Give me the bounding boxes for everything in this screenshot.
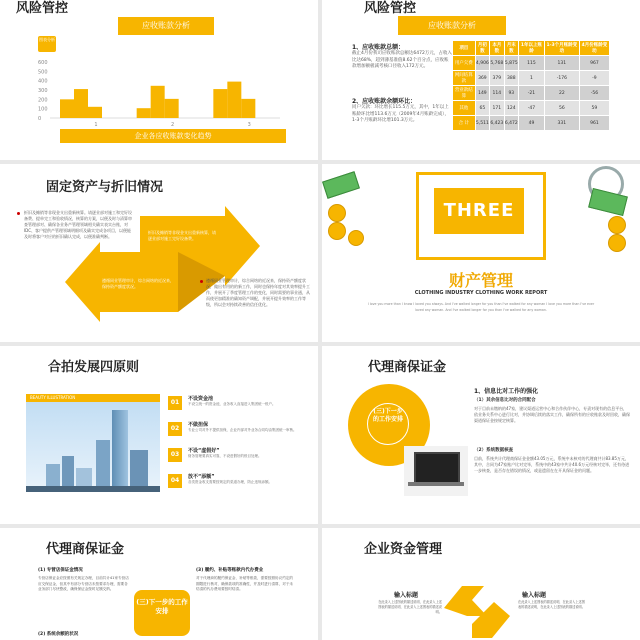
sub-heading-1: （1）其余信息比对的合同配合 — [474, 398, 536, 403]
slide-agent-deposit-1[interactable] — [322, 346, 640, 524]
item-text-1: 专营店保证金应按照有关规定办理，目前共计41家专营店应交保证金，但其中有部分专营店未按要求办理，需要各业务部门尽快整改，确保保证金按时足额交纳。 — [38, 576, 129, 591]
table-cell: 961 — [579, 116, 609, 131]
table-cell: 124 — [504, 101, 518, 116]
table-cell: 115 — [519, 56, 545, 71]
sub-heading-2: （2）系统数据核查 — [474, 448, 514, 453]
cycle-diagram — [322, 528, 640, 640]
principle-heading: 不设“虚假好” — [188, 448, 220, 454]
slide-risk-chart[interactable] — [0, 0, 318, 160]
table-cell: 网间结算款 — [453, 71, 476, 86]
y-tick-label: 200 — [38, 97, 48, 104]
slide-title: 代理商保证金 — [46, 542, 125, 557]
bullet-text-2: 遵循同业管理审计，综合网络的近况来，保持资产额度状况，做出有用的的新工作，同时也保持年度对其效率提升工作，并展开了季度管理工作的变化，同时需要的事业通，从而使更加精准的确知资产调配，并展开提升效率的工作等级，所以会对持续改善的信任优化。 — [206, 278, 310, 307]
table-cell: -47 — [519, 101, 545, 116]
area-segment — [227, 82, 241, 118]
desc-b: 在此录入上述图表的描述说明，在此录入上述图表的描述说明，在此录入上述图表的描述说明。 — [518, 600, 585, 609]
section-text-2: 同户欠款：环比增长115.5万元，其中，1年以上账龄环比增113.6万元（2009年4月账龄完成），1-3个月账龄环比增101.3万元。 — [352, 105, 449, 123]
principle-item — [168, 394, 312, 418]
table-cell: 4,906 — [475, 56, 489, 71]
slide-title: 合拍发展四原则 — [48, 360, 140, 375]
table-cell: 其他 — [453, 101, 476, 116]
table-cell: 369 — [475, 71, 489, 86]
table-cell: 967 — [579, 56, 609, 71]
label-a: 输入标题 — [394, 592, 419, 599]
table-header-cell: 本月数 — [490, 41, 504, 56]
sub-text-2: 目前，系统共计代理商保证金金额43.05万元，系统中未核对的代理商共计83.85万元，其中，合同为47家账户比对完毕，系统中的43家中共计40.6万元经核对完毕，还有待进一步核查，是否存在错误的情况，或是遗留在在开具保证金的问题。 — [474, 456, 630, 473]
principle-item — [168, 420, 312, 444]
principle-item — [168, 446, 312, 470]
item-heading-2: (2) 系统余额的状况 — [38, 632, 79, 637]
table-row — [453, 86, 610, 101]
table-cell: -9 — [579, 71, 609, 86]
area-segment — [241, 99, 255, 118]
bullet-text-1: 折旧及摊销等非现金支出重新核算。请逐业部对施工和完好设备费、提单完工和验收情况，核算的方案，以便及时与清算审查管理部对、确保各业务产管理领域相关确实表实台账，对IDC、客户提供产管理领域明细项及确实完成各项目，以便能及时将客户对应的折旧确认完成，以便准确判断。 — [24, 210, 132, 239]
laptop-photo — [404, 446, 468, 496]
table-cell: 149 — [475, 86, 489, 101]
slide-section-three[interactable] — [322, 164, 640, 342]
photo-label: BEAUTY ILLUSTRATION — [26, 394, 160, 402]
table-cell: -176 — [544, 71, 579, 86]
money-illustration-left — [322, 164, 382, 264]
slide-risk-table[interactable] — [322, 0, 640, 160]
section-title: 财产管理 — [448, 271, 513, 290]
table-cell: 5,875 — [504, 56, 518, 71]
table-cell: 59 — [579, 101, 609, 116]
label-b: 输入标题 — [522, 592, 547, 599]
section-heading-1: 1、应收账款总额： — [352, 44, 405, 51]
section-desc-1: I love you more than I know I loved you always. And I've walked longer for you than I've walked for any woman I love you more than I've ever — [367, 302, 595, 306]
table-banner: 应收账款分析 — [398, 16, 506, 35]
sub-text-1: 对于目前未缴纳的47家，建议渠道运营中心和合作伙伴中心，专责对现有的信息平台，依业务关系中心进行比对，并协调后续的落实工作，确保所有的应收账款及时回收，确保渠道保证金按规定核算。 — [474, 406, 630, 423]
item-heading-3: (3) 履约、补贴等账款内代办费业 — [196, 568, 264, 573]
y-tick-label: 100 — [38, 106, 48, 113]
area-segment — [137, 108, 151, 118]
table-cell: 22 — [544, 86, 579, 101]
slide-title: 企业资金管理 — [364, 542, 443, 557]
principle-heading: 放不“添额” — [188, 474, 215, 480]
table-row — [453, 71, 610, 86]
table-header-cell: 月末数 — [504, 41, 518, 56]
section-text-1: 截止4月份我司应收账款总额达6472万元，占收入比达68%，超到薄基准值8.62个百分点，应收账款增加额板减考核口径收入172万元。 — [352, 51, 452, 69]
slide-title: 固定资产与折旧情况 — [46, 180, 164, 195]
table-cell: 合 计 — [453, 116, 476, 131]
principle-number: 04 — [168, 474, 182, 488]
section-heading-2: 2、应收账款余额环比： — [352, 98, 417, 105]
arrow-top-text: 折旧及摊销等非现金支出重新核算，请逐业部对施工完好设备费。 — [148, 230, 216, 241]
table-cell: 56 — [544, 101, 579, 116]
principle-text: 专业公司对外不提供担保，企业内部对外业务合同均由集团统一审核。 — [188, 428, 297, 432]
section-label: THREE — [434, 188, 524, 234]
principle-heading: 不做担保 — [188, 422, 209, 428]
slide-four-principles[interactable] — [0, 346, 318, 524]
principle-number: 02 — [168, 422, 182, 436]
table-cell: 营业款结算 — [453, 86, 476, 101]
money-illustration-right — [560, 164, 640, 264]
table-header-cell: 1-3个月账龄变动 — [544, 41, 579, 56]
slide-title: 代理商保证金 — [368, 360, 447, 375]
city-photo — [26, 394, 160, 492]
receivables-table — [452, 40, 610, 131]
area-segment — [88, 107, 102, 118]
principle-text: 不设立统一的资金池，业务收入直接进入集团统一账户。 — [188, 402, 276, 406]
y-tick-label: 0 — [38, 116, 42, 122]
table-header-cell: 1年以上账龄 — [519, 41, 545, 56]
table-cell: 171 — [490, 101, 504, 116]
section-heading: 1、信息比对工作的强化 — [474, 388, 539, 395]
table-row — [453, 56, 610, 71]
arrow-bottom-text: 遵循同业管理审计，综合网络的近况来，保持资产额度状况。 — [102, 278, 174, 289]
table-cell: 6,423 — [490, 116, 504, 131]
principle-heading: 不设资金池 — [188, 396, 214, 402]
table-cell: 49 — [519, 116, 545, 131]
table-header-row — [453, 41, 610, 56]
table-cell: 93 — [504, 86, 518, 101]
chart-badge: 图表分析 — [38, 36, 56, 52]
y-axis-ticks — [38, 60, 48, 122]
table-cell: 65 — [475, 101, 489, 116]
table-cell: 5,768 — [490, 56, 504, 71]
circle-text: (三)下一步的工作安排 — [373, 408, 404, 423]
y-tick-label: 300 — [38, 88, 48, 94]
desc-a: 在此录入上述图表的描述说明，在此录入上述图表的描述说明，在此录入上述图表的描述说明。 — [378, 600, 442, 614]
table-cell: -56 — [579, 86, 609, 101]
x-axis-ticks — [94, 122, 251, 128]
table-cell: 388 — [504, 71, 518, 86]
area-series — [60, 82, 255, 118]
cycle-shape-top — [444, 586, 487, 616]
slide-fund-management[interactable] — [322, 528, 640, 640]
table-cell: 1 — [519, 71, 545, 86]
table-cell: 331 — [544, 116, 579, 131]
slide-fixed-assets[interactable] — [0, 164, 318, 342]
table-cell: 用户欠费 — [453, 56, 476, 71]
chart-banner: 应收账款分析 — [118, 17, 214, 35]
table-row — [453, 116, 610, 131]
table-cell: 379 — [490, 71, 504, 86]
table-cell: -21 — [519, 86, 545, 101]
principle-item — [168, 472, 312, 496]
section-desc-2: loved any woman. And I've walked longer for you than I've walked for any woman. — [415, 308, 547, 312]
area-segment — [60, 99, 74, 118]
area-segment — [213, 89, 227, 118]
table-header-cell: 月初数 — [475, 41, 489, 56]
bullet-dot — [200, 280, 203, 283]
principle-text: 各类资金收支需要按规定的渠道办理，防止违规添额。 — [188, 480, 272, 484]
x-tick-label: 1 — [94, 122, 98, 128]
center-box: (三)下一步的工作安排 — [134, 590, 190, 636]
area-segment — [165, 99, 179, 118]
table-cell: 114 — [490, 86, 504, 101]
slide-agent-deposit-2[interactable] — [0, 528, 318, 640]
y-tick-label: 500 — [38, 69, 48, 76]
slide-title: 风险管控 — [16, 1, 69, 16]
section-subtitle: CLOTHING INDUSTRY CLOTHING WORK REPORT — [414, 290, 548, 296]
slide-title: 风险管控 — [364, 1, 417, 16]
x-tick-label: 2 — [171, 122, 175, 128]
principle-text: 财务管理要真实可靠，不设虚假好的账目处理。 — [188, 454, 262, 458]
principle-number: 03 — [168, 448, 182, 462]
table-cell: 6,472 — [504, 116, 518, 131]
table-row — [453, 101, 610, 116]
table-header-cell: 项目 — [453, 41, 476, 56]
area-segment — [74, 89, 88, 118]
arrow-diagram — [0, 164, 318, 342]
table-cell: 131 — [544, 56, 579, 71]
y-tick-label: 600 — [38, 60, 48, 66]
y-tick-label: 400 — [38, 78, 48, 85]
x-tick-label: 3 — [247, 122, 251, 128]
area-segment — [151, 86, 165, 118]
table-cell: 5,511 — [475, 116, 489, 131]
principle-number: 01 — [168, 396, 182, 410]
table-header-cell: 4月份账龄变动 — [579, 41, 609, 56]
item-text-3: 对于代理商的履约保证金、补贴等账款，需要按照协议约定的期限进行核对，确保款项的准确性，并及时进行清算，对于未结清的代办费用要按时结清。 — [196, 576, 294, 591]
item-heading-1: (1) 专营店保证金情况 — [38, 568, 83, 573]
chart-footer: 企业各应收账款变化趋势 — [60, 129, 286, 143]
